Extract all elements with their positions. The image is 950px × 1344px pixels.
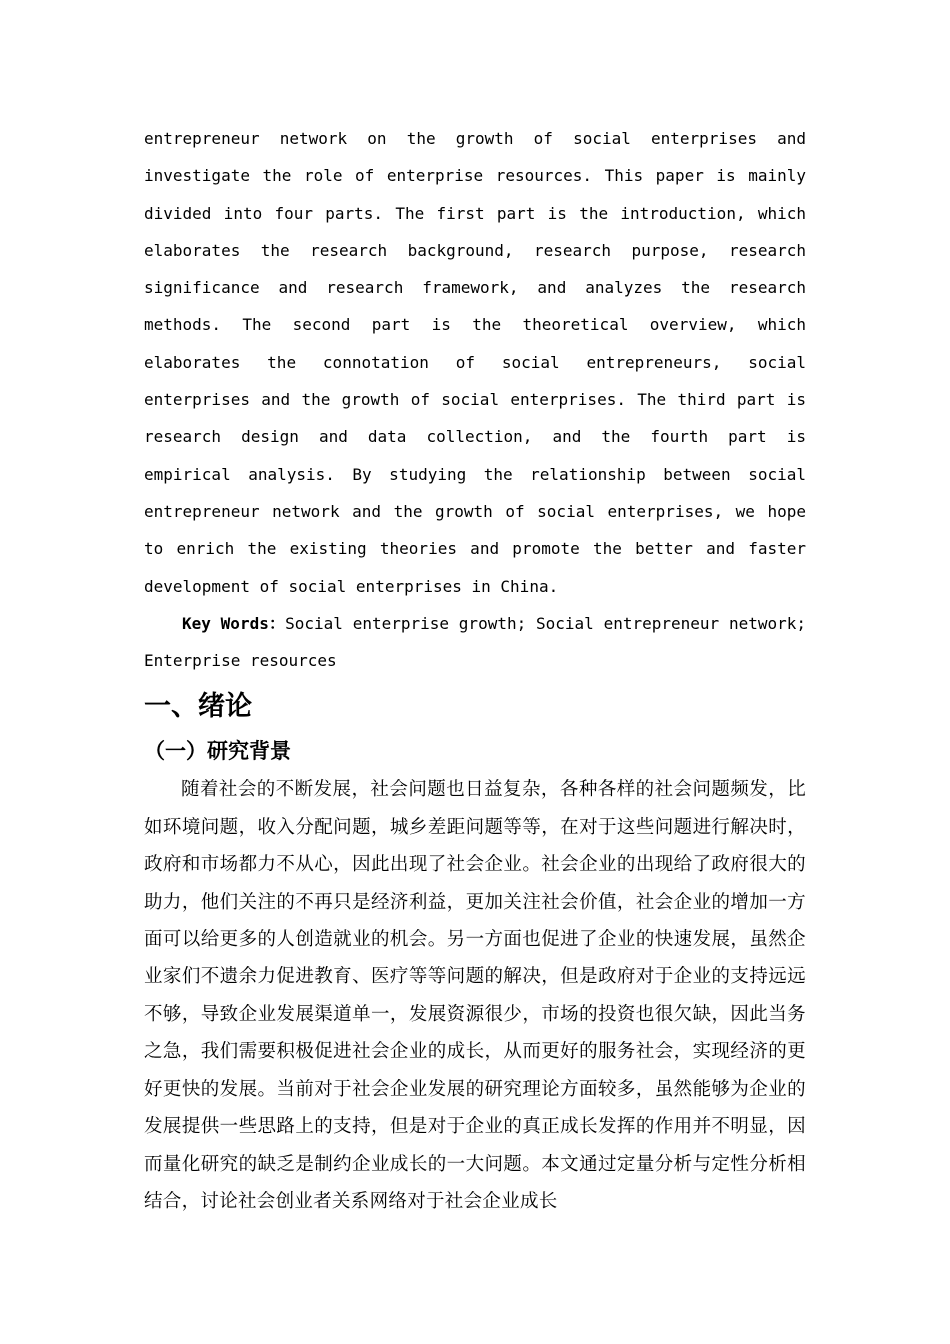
page-content [144,120,806,1220]
abstract-paragraph: entrepreneur network on the growth of social enterprises and investigate the role of enterprise resources. This paper is mainly divided into four parts. The first part is the introduction, which elaborates the research background, research purpose, research significance and research framework, and analyzes the research methods. The second part is the theoretical overview, which elaborates the connotation of social entrepreneurs, social enterprises and the growth of social enterprises. The third part is research design and data collection, and the fourth part is empirical analysis. By studying the relationship between social entrepreneur network and the growth of social enterprises, we hope to enrich the existing theories and promote the better and faster development of social enterprises in China. [144,129,806,596]
keywords-line [144,605,806,680]
chapter-heading: 一、绪论 [144,691,252,723]
keywords-text: Social enterprise growth; Social entrepreneur network; Enterprise resources [144,613,806,671]
section-heading: （一）研究背景 [144,739,291,764]
keywords-label: Key Words： [182,613,286,633]
body-paragraph: 随着社会的不断发展，社会问题也日益复杂，各种各样的社会问题频发，比如环境问题，收入分配问题，城乡差距问题等等，在对于这些问题进行解决时，政府和市场都力不从心，因此出现了社会企业。社会企业的出现给了政府很大的助力，他们关注的不再只是经济利益，更加关注社会价值，社会企业的增加一方面可以给更多的人创造就业的机会。另一方面也促进了企业的快速发展，虽然企业家们不遗余力促进教育、医疗等等问题的解决，但是政府对于企业的支持远远不够，导致企业发展渠道单一，发展资源很少，市场的投资也很欠缺，因此当务之急，我们需要积极促进社会企业的成长，从而更好的服务社会，实现经济的更好更快的发展。当前对于社会企业发展的研究理论方面较多，虽然能够为企业的发展提供一些思路上的支持，但是对于企业的真正成长发挥的作用并不明显，因而量化研究的缺乏是制约企业成长的一大问题。本文通过定量分析与定性分析相结合，讨论社会创业者关系网络对于社会企业成长 [144,779,806,1212]
